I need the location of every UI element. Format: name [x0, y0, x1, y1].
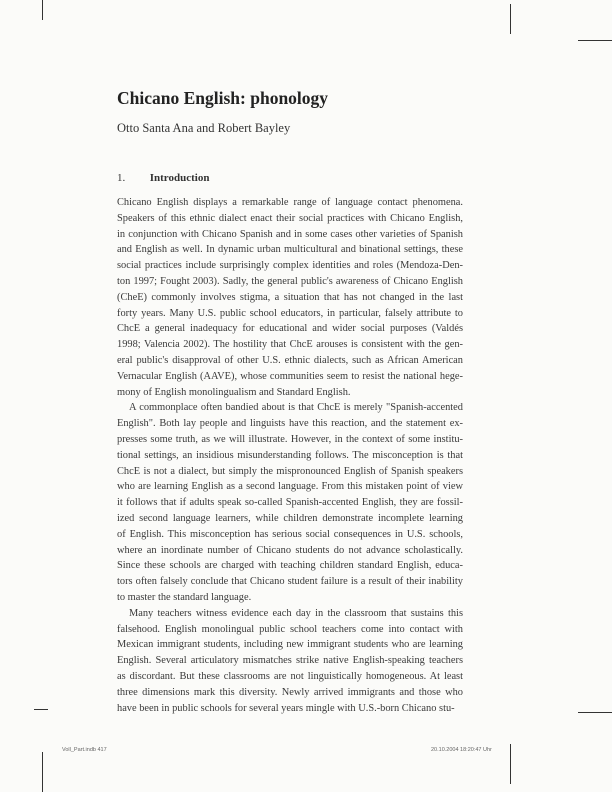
text-line: who are learning English as a second language. From this mistaken point of view — [117, 481, 463, 493]
section-number: 1. — [117, 172, 126, 184]
text-line: tors often falsely conclude that Chicano student failure is a result of their inability — [117, 576, 463, 588]
text-line: where an inordinate number of Chicano students do not advance scholastically. — [117, 544, 463, 556]
text-line: ton 1997; Fought 2003). Sadly, the general public's awareness of Chicano English — [117, 275, 463, 287]
footer-timestamp: 20.10.2004 18:20:47 Uhr — [431, 747, 492, 753]
text-line: English". Both lay people and linguists have this reaction, and the statement ex- — [117, 418, 463, 430]
text-line: Vernacular English (AAVE), whose communities seem to resist the national hege- — [117, 370, 463, 382]
crop-mark-top-right — [510, 4, 511, 34]
text-line: to master the standard language. — [117, 591, 252, 603]
text-line: eral public's disapproval of other U.S. ethnic dialects, such as African American — [117, 354, 463, 366]
text-line: it follows that if adults speak so-called Spanish-accented English, they are fossil- — [117, 497, 463, 509]
text-line: presses some truth, as we will illustrate. However, in the context of some institu- — [117, 433, 463, 445]
text-line: Speakers of this ethnic dialect enact their social practices with Chicano English, — [117, 212, 463, 224]
text-line: mony of English monolingualism and Standard English. — [117, 386, 351, 398]
section-heading — [117, 172, 209, 184]
text-line: forty years. Many U.S. public school educators, in particular, falsely attribute to — [117, 307, 463, 319]
text-line: A commonplace often bandied about is that ChcE is merely "Spanish-accented — [129, 402, 463, 414]
text-line: Mexican immigrant students, including new immigrant students who are learning — [117, 639, 463, 651]
crop-mark-left-lower — [34, 709, 48, 710]
text-line: Many teachers witness evidence each day in the classroom that sustains this — [129, 607, 463, 619]
crop-mark-right-upper — [578, 40, 612, 41]
footer-file-info: Voll_Part.indb 417 — [62, 747, 107, 753]
text-line: (CheE) commonly involves stigma, a situation that has not changed in the last — [117, 291, 463, 303]
text-line: Chicano English displays a remarkable range of language contact phenomena. — [117, 197, 463, 208]
text-line: English. Several articulatory mismatches strike native English-speaking teachers — [117, 655, 463, 667]
text-line: as discordant. But these classrooms are not linguistically homogeneous. At least — [117, 670, 463, 682]
text-line: of English. This misconception has serious social consequences in U.S. schools, — [117, 528, 463, 540]
chapter-title: Chicano English: phonology — [117, 88, 329, 108]
text-line: and English as well. In dynamic urban multicultural and binational settings, these — [117, 244, 463, 256]
crop-mark-right-lower — [578, 712, 612, 713]
crop-mark-bottom-left — [42, 752, 43, 792]
text-line: social practices include surprisingly complex identities and roles (Mendoza-Den- — [117, 260, 463, 272]
text-line: three dimensions mark this diversity. Newly arrived immigrants and those who — [117, 686, 463, 698]
text-line: have been in public schools for several years mingle with U.S.-born Chicano stu- — [117, 702, 455, 714]
text-line: ChcE a general inadequacy for educational and wider social purposes (Valdés — [117, 323, 463, 335]
text-line: tional settings, an insidious misunderstanding follows. The misconception is that — [117, 449, 463, 461]
body-text — [117, 195, 463, 716]
crop-mark-top-left — [42, 0, 43, 20]
text-line: falsehood. English monolingual public school teachers come into contact with — [117, 623, 463, 635]
text-line: Since these schools are charged with teaching children standard English, educa- — [117, 560, 463, 572]
text-line: ChcE is not a dialect, but simply the mispronounced English of Spanish speakers — [117, 465, 463, 477]
chapter-authors: Otto Santa Ana and Robert Bayley — [117, 121, 291, 135]
text-line: in conjunction with Chicano Spanish and in some cases other varieties of Spanish — [117, 228, 463, 240]
section-title: Introduction — [149, 172, 210, 184]
crop-mark-bottom-right — [510, 744, 511, 784]
text-line: 1998; Valencia 2002). The hostility that ChcE arouses is consistent with the gen- — [117, 339, 463, 351]
text-line: ized second language learners, while children demonstrate incomplete learning — [117, 512, 463, 524]
